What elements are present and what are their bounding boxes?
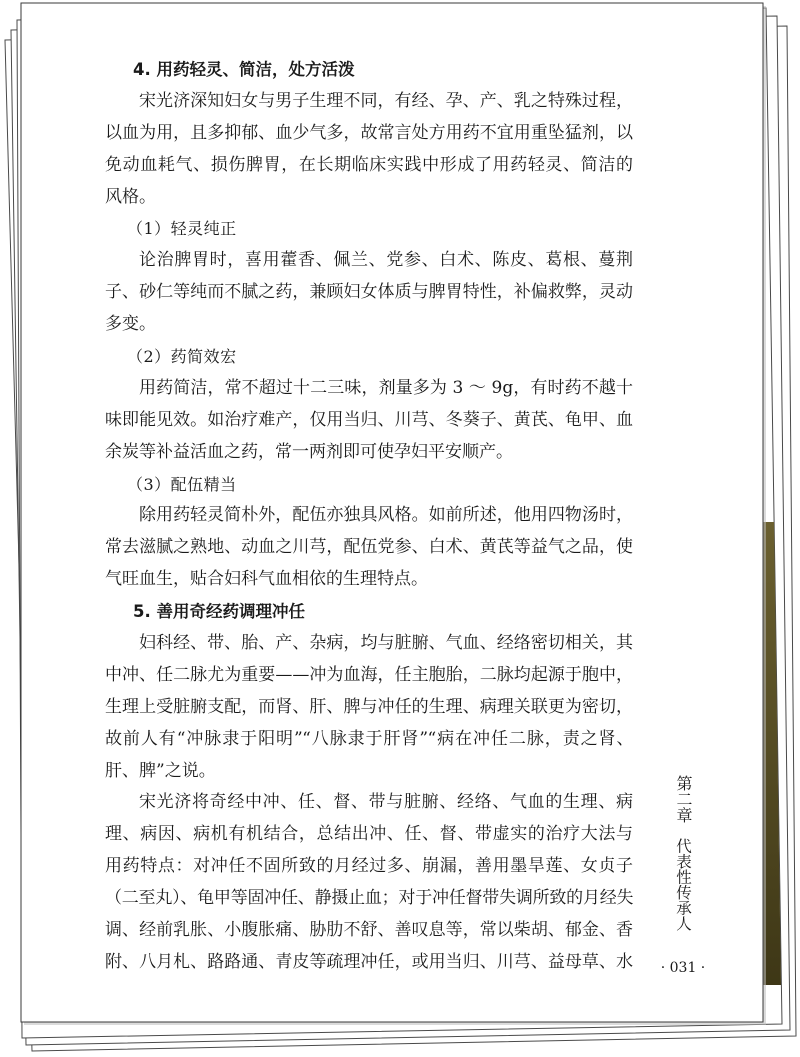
running-head-title: 代表性传承人 xyxy=(674,838,692,931)
text-line: 论治脾胃时，喜用藿香、佩兰、党参、白术、陈皮、葛根、蔓荆 xyxy=(139,250,633,271)
page-number: · 031 · xyxy=(660,960,706,976)
text-line: 除用药轻灵简朴外，配伍亦独具风格。如前所述，他用四物汤时， xyxy=(139,505,633,526)
text-line: 宋光济深知妇女与男子生理不同，有经、孕、产、乳之特殊过程， xyxy=(139,90,633,111)
text-line: 用药特点：对冲任不固所致的月经过多、崩漏，善用墨旱莲、女贞子 xyxy=(105,856,633,877)
text-line: 故前人有“冲脉隶于阳明”“八脉隶于肝肾”“病在冲任二脉，责之肾、 xyxy=(105,728,633,749)
paragraph xyxy=(105,628,633,787)
paragraph xyxy=(105,500,633,596)
text-line: 味即能见效。如治疗难产，仅用当归、川芎、冬葵子、黄芪、龟甲、血 xyxy=(105,409,633,430)
text-line: 免动血耗气、损伤脾胃，在长期临床实践中形成了用药轻灵、简洁的 xyxy=(105,154,633,175)
text-line: 肝、脾”之说。 xyxy=(105,760,216,781)
text-line: 常去滋腻之熟地、动血之川芎，配伍党参、白术、黄芪等益气之品，使 xyxy=(105,537,633,558)
section-heading: 4. 用药轻灵、简洁，处方活泼 xyxy=(133,60,355,79)
text-line: 调、经前乳胀、小腹胀痛、胁肋不舒、善叹息等，常以柴胡、郁金、香 xyxy=(105,920,633,941)
text-line: 宋光济将奇经中冲、任、督、带与脏腑、经络、气血的生理、病 xyxy=(139,792,633,813)
paragraph xyxy=(105,86,633,214)
text-line: 附、八月札、路路通、青皮等疏理冲任，或用当归、川芎、益母草、水 xyxy=(105,951,633,972)
text-line: 多变。 xyxy=(105,314,156,335)
text-line: （二至丸）、龟甲等固冲任、静摄止血；对于冲任督带失调所致的月经失 xyxy=(105,888,633,909)
text-line: 气旺血生，贴合妇科气血相依的生理特点。 xyxy=(105,569,428,590)
text-line: 理、病因、病机有机结合，总结出冲、任、督、带虚实的治疗大法与 xyxy=(105,824,633,845)
paragraph xyxy=(105,787,633,978)
text-line: 以血为用，且多抑郁、血少气多，故常言处方用药不宜用重坠猛剂，以 xyxy=(105,122,633,143)
text-line: 余炭等补益活血之药，常一两剂即可使孕妇平安顺产。 xyxy=(105,441,513,462)
section-heading: 5. 善用奇经药调理冲任 xyxy=(133,602,305,622)
text-line: 子、砂仁等纯而不腻之药，兼顾妇女体质与脾胃特性，补偏救弊，灵动 xyxy=(105,282,633,303)
page-body xyxy=(105,54,633,979)
running-head-chapter: 第二章 xyxy=(674,775,693,823)
subsection-heading: （2）药简效宏 xyxy=(127,347,237,367)
subsection-heading: （1）轻灵纯正 xyxy=(127,219,237,239)
paragraph xyxy=(105,373,633,469)
text-line: 中冲、任二脉尤为重要——冲为血海，任主胞胎，二脉均起源于胞中， xyxy=(105,664,633,685)
text-line: 生理上受脏腑支配，而肾、肝、脾与冲任的生理、病理关联更为密切， xyxy=(105,696,633,717)
paragraph xyxy=(105,245,633,341)
subsection-heading: （3）配伍精当 xyxy=(127,474,237,494)
text-line: 用药简洁，常不超过十二三味，剂量多为 3 ～ 9g，有时药不越十 xyxy=(139,377,633,398)
text-line: 风格。 xyxy=(105,186,156,207)
text-line: 妇科经、带、胎、产、杂病，均与脏腑、气血、经络密切相关，其 xyxy=(139,633,633,654)
